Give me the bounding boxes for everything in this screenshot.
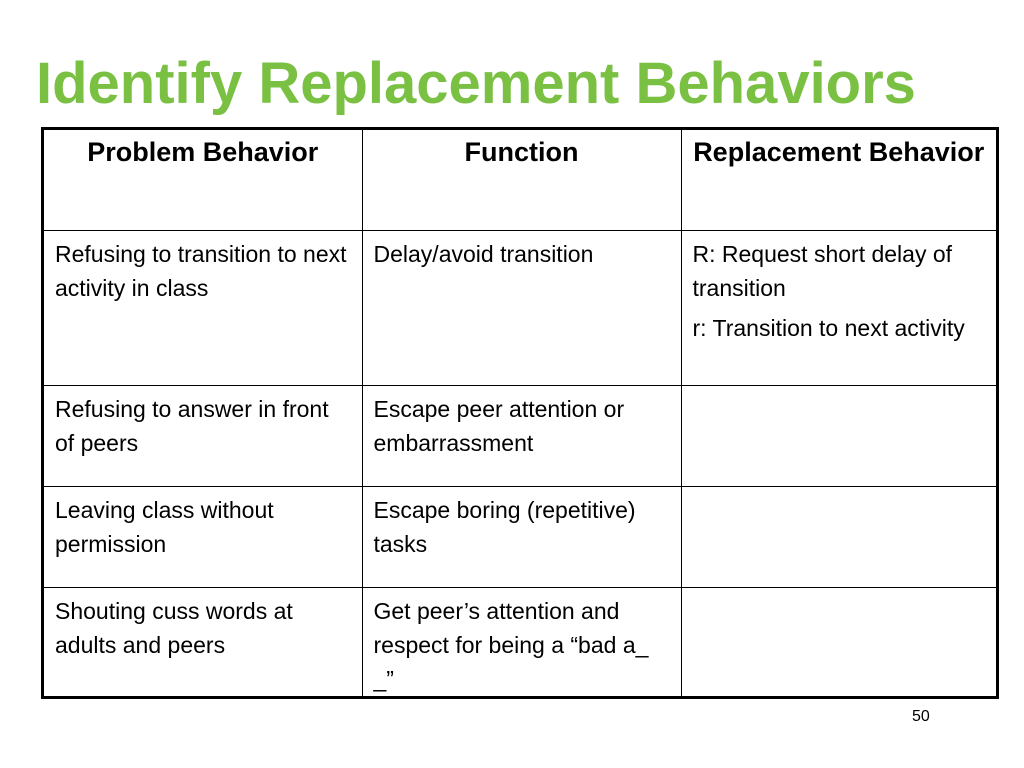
table-header-row [44,130,996,230]
function-cell: Get peer’s attention and respect for being a “bad a_ _” [362,587,681,699]
problem-behavior-cell: Refusing to answer in front of peers [44,385,362,486]
header-problem-behavior: Problem Behavior [44,130,362,230]
replacement-behavior-cell [681,385,996,486]
replacement-behavior-line: R: Request short delay of transition [692,240,953,301]
table-row [44,486,996,587]
function-cell: Escape boring (repetitive) tasks [362,486,681,587]
function-cell: Delay/avoid transition [362,230,681,385]
problem-behavior-cell: Shouting cuss words at adults and peers [44,587,362,699]
behavior-table [41,127,999,699]
problem-behavior-cell: Leaving class without permission [44,486,362,587]
slide-title: Identify Replacement Behaviors [36,51,916,116]
header-function: Function [362,130,681,230]
function-cell: Escape peer attention or embarrassment [362,385,681,486]
replacement-behavior-cell [681,230,996,385]
replacement-behavior-line: r: Transition to next activity [692,314,965,341]
page-number: 50 [912,708,930,725]
problem-behavior-cell: Refusing to transition to next activity in class [44,230,362,385]
header-replacement-behavior: Replacement Behavior [681,130,996,230]
table-row [44,587,996,699]
replacement-behavior-cell [681,486,996,587]
table-row [44,230,996,385]
replacement-behavior-cell [681,587,996,699]
table-row [44,385,996,486]
